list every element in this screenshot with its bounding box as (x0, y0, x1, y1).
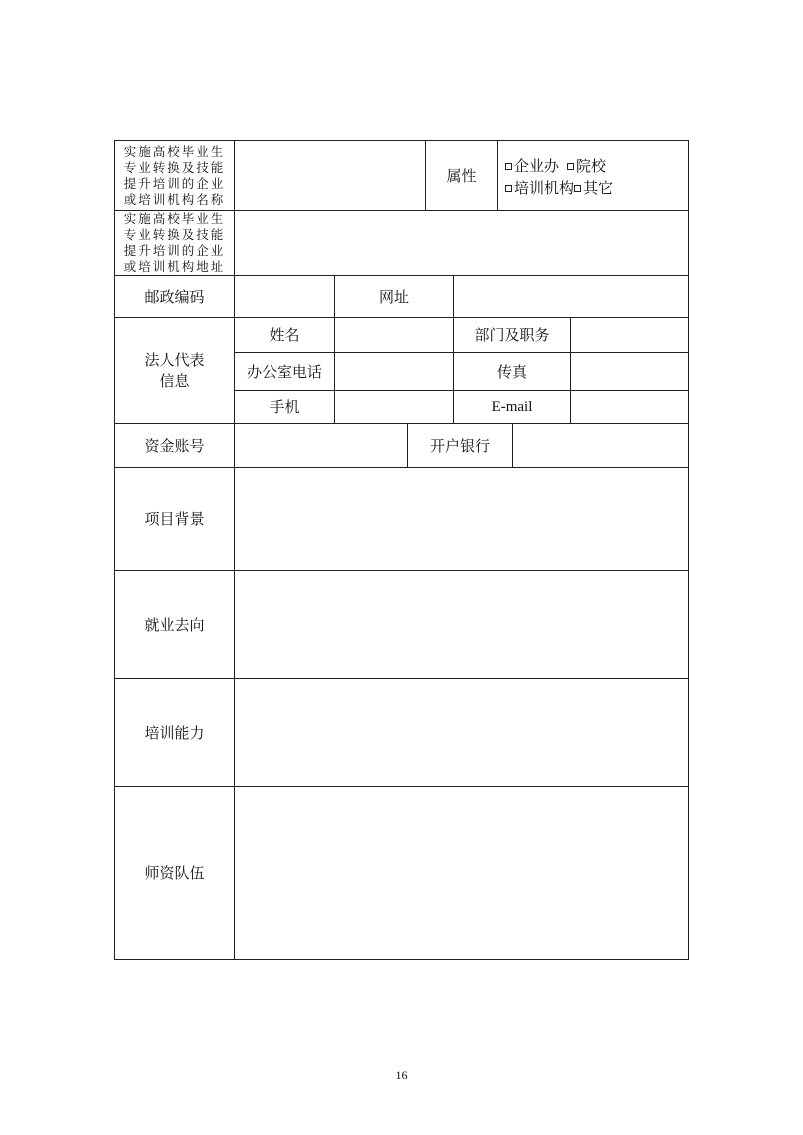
table-border-right (688, 140, 689, 960)
attr-options (497, 141, 687, 209)
attr-options-row-2 (505, 177, 687, 199)
dept-label: 部门及职务 (474, 326, 550, 344)
checkbox-icon[interactable] (505, 185, 512, 192)
name-label: 姓名 (269, 326, 300, 344)
org-name-label: 实施高校毕业生专业转换及技能提升培训的企业或培训机构名称 (123, 143, 226, 207)
faculty-label: 师资队伍 (144, 864, 205, 882)
option-label: 企业办 (514, 157, 560, 175)
faculty-field[interactable] (235, 787, 688, 959)
postcode-label: 邮政编码 (144, 287, 205, 306)
dept-field[interactable] (571, 318, 688, 352)
org-address-field[interactable] (235, 211, 688, 275)
checkbox-icon[interactable] (567, 163, 574, 170)
org-name-field[interactable] (235, 141, 425, 210)
bank-field[interactable] (513, 424, 688, 467)
table-border-bottom (114, 959, 689, 960)
employment-label: 就业去向 (144, 615, 205, 634)
background-field[interactable] (235, 468, 688, 570)
attr-options-row-1 (505, 155, 687, 177)
account-label: 资金账号 (144, 436, 205, 455)
website-label: 网址 (378, 287, 409, 306)
legal-rep-label (115, 318, 234, 423)
email-label: E-mail (491, 399, 533, 415)
option-label: 其它 (583, 179, 614, 197)
postcode-field[interactable] (235, 276, 334, 317)
legal-rep-label-text: 法人代表信息 (144, 350, 205, 390)
page-number: 16 (395, 1068, 408, 1082)
office-phone-field[interactable] (335, 353, 453, 390)
attr-label: 属性 (446, 166, 477, 185)
name-field[interactable] (335, 318, 453, 352)
background-label: 项目背景 (144, 510, 205, 528)
attr-option-enterprise[interactable] (505, 155, 559, 177)
mobile-field[interactable] (335, 391, 453, 423)
website-field[interactable] (454, 276, 688, 317)
attr-option-college[interactable] (567, 155, 606, 177)
mobile-label: 手机 (269, 398, 300, 416)
account-field[interactable] (235, 424, 407, 467)
office-phone-label: 办公室电话 (246, 362, 322, 381)
checkbox-icon[interactable] (505, 163, 512, 170)
fax-field[interactable] (571, 353, 688, 390)
attr-option-training[interactable] (505, 177, 574, 199)
capacity-label: 培训能力 (144, 723, 205, 742)
org-address-label: 实施高校毕业生专业转换及技能提升培训的企业或培训机构地址 (123, 211, 226, 274)
email-field[interactable] (571, 391, 688, 423)
employment-field[interactable] (235, 571, 688, 678)
bank-label: 开户银行 (429, 436, 490, 455)
capacity-field[interactable] (235, 679, 688, 786)
option-label: 院校 (576, 157, 607, 175)
attr-option-other[interactable] (574, 177, 613, 199)
checkbox-icon[interactable] (574, 185, 581, 192)
fax-label: 传真 (496, 362, 527, 381)
option-label: 培训机构 (514, 179, 575, 197)
